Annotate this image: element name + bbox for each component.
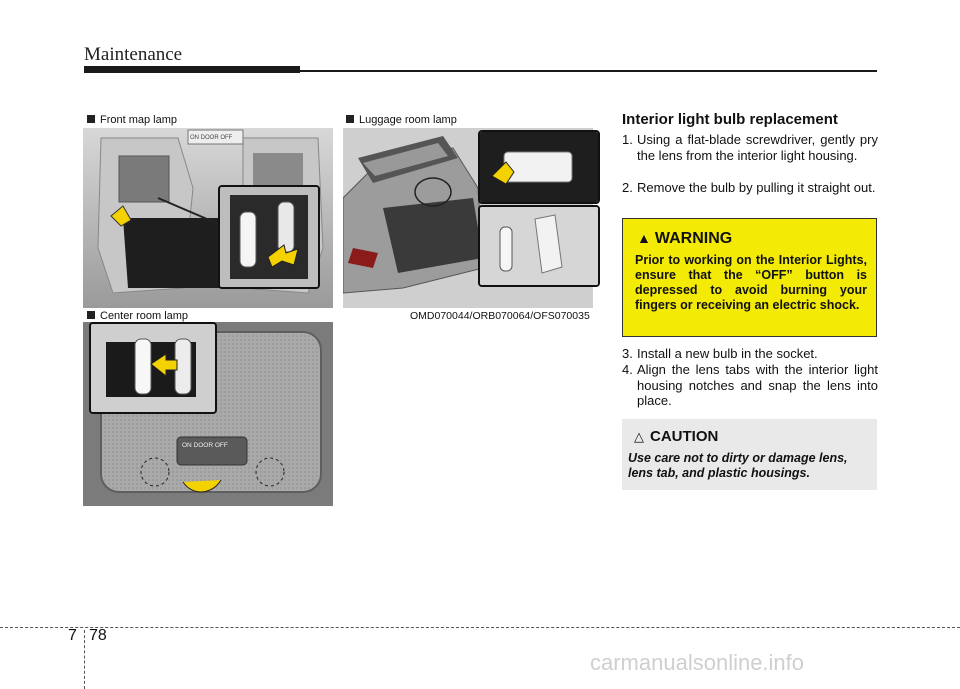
caution-triangle-icon: △ xyxy=(634,429,644,444)
luggage-lamp-inset-bottom xyxy=(478,205,600,287)
caption-luggage-room-lamp: Luggage room lamp xyxy=(346,114,457,126)
caption-center-room-lamp: Center room lamp xyxy=(87,310,188,322)
header-rule xyxy=(300,70,877,72)
step-3-text: Install a new bulb in the socket. xyxy=(637,346,818,361)
front-map-lamp-inset xyxy=(218,185,320,289)
section-title: Interior light bulb replacement xyxy=(622,111,838,128)
step-2-number: 2. xyxy=(622,180,633,195)
page-header-title: Maintenance xyxy=(84,44,183,65)
step-2-text: Remove the bulb by pulling it straight out. xyxy=(637,180,876,195)
step-1-number: 1. xyxy=(622,132,633,147)
step-1 xyxy=(622,132,878,163)
caution-heading xyxy=(634,428,718,445)
warning-box xyxy=(622,218,877,337)
caution-text: Use care not to dirty or damage lens, lens tab, and plastic housings. xyxy=(628,451,848,480)
step-3-number: 3. xyxy=(622,346,633,361)
front-lamp-switch-label: ON DOOR OFF xyxy=(190,135,233,141)
caption-front-map-lamp: Front map lamp xyxy=(87,114,177,126)
step-2 xyxy=(622,180,878,196)
step-3 xyxy=(622,346,878,362)
watermark: carmanualsonline.info xyxy=(590,650,805,675)
warning-label: WARNING xyxy=(654,230,733,247)
figure-code: OMD070044/ORB070064/OFS070035 xyxy=(410,310,590,322)
warning-heading xyxy=(637,230,732,248)
chapter-number: 7 xyxy=(68,627,77,644)
step-4 xyxy=(622,362,878,409)
step-4-text: Align the lens tabs with the interior light housing notches and snap the lens into place. xyxy=(637,362,878,408)
luggage-lamp-inset-top xyxy=(478,130,600,204)
step-4-number: 4. xyxy=(622,362,633,377)
page-number: 78 xyxy=(89,627,107,644)
step-1-text: Using a flat-blade screwdriver, gently pry the lens from the interior light housing. xyxy=(637,132,878,163)
header-bar xyxy=(84,66,300,73)
footer-rule xyxy=(0,627,960,628)
caution-label: CAUTION xyxy=(650,428,719,445)
warning-triangle-icon: ▲ xyxy=(637,230,651,246)
warning-text: Prior to working on the Interior Lights, ensure that the “OFF” button is depressed to avoid burning your fingers or receiving an electric shock. xyxy=(635,253,867,312)
footer-divider xyxy=(84,630,85,689)
center-lamp-switch-label: ON DOOR OFF xyxy=(182,442,228,449)
center-room-lamp-inset xyxy=(89,322,217,414)
caution-box xyxy=(622,419,877,490)
